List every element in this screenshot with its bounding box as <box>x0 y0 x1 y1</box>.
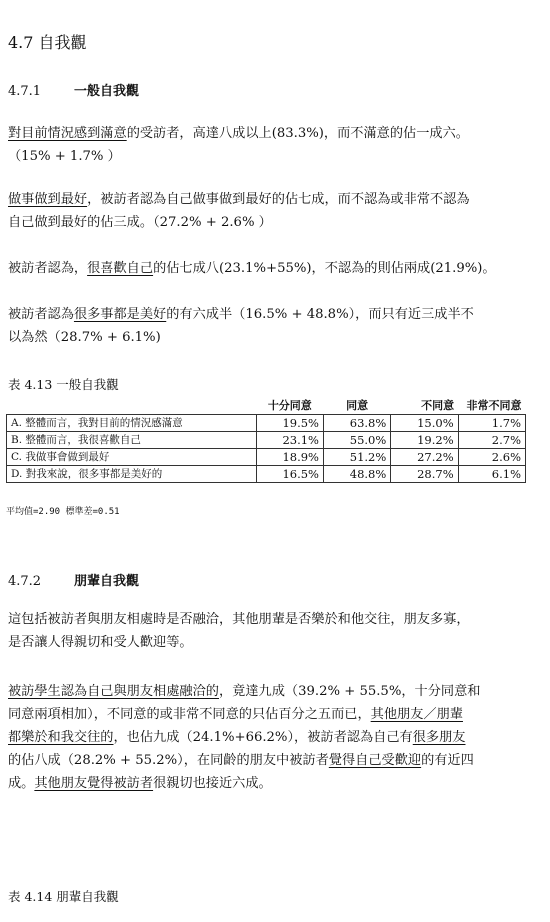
table-row <box>7 466 526 483</box>
row-label: C. 我做事會做到最好 <box>7 449 257 466</box>
cell-value: 55.0% <box>323 432 390 449</box>
section-heading <box>8 30 87 53</box>
paragraph-text: 的佔七成八(23.1%+55%)，不認為的則佔兩成(21.9%)。 <box>153 261 496 276</box>
underlined-phrase: 其他朋友／朋輩 <box>370 707 463 722</box>
subsection-heading-general <box>8 80 139 99</box>
paragraph-text: 的佔八成（28.2% + 55.2%），在同齡的朋友中被訪者 <box>8 753 329 768</box>
cell-value: 23.1% <box>256 432 323 449</box>
cell-value: 63.8% <box>323 415 390 432</box>
paragraph-text: 很親切也接近六成。 <box>153 776 272 791</box>
subsection-number: 4.7.2 <box>8 574 42 589</box>
table-row <box>7 432 526 449</box>
paragraph-text: （15% + 1.7% ） <box>8 149 121 164</box>
cell-value: 16.5% <box>256 466 323 483</box>
underlined-phrase: 對目前情況感到滿意 <box>8 126 127 141</box>
paragraph-text: 這包括被訪者與朋友相處時是否融洽，其他朋輩是否樂於和他交往，朋友多寡， <box>8 612 470 627</box>
row-label: B. 整體而言，我很喜歡自己 <box>7 432 257 449</box>
paragraph-peer-results <box>8 680 543 795</box>
paragraph-text: ，也佔九成（24.1%+66.2%），被訪者認為自己有 <box>113 730 413 745</box>
section-number: 4.7 <box>8 33 34 52</box>
paragraph-text: 被訪者認為， <box>8 261 88 276</box>
table-row <box>7 449 526 466</box>
paragraph-text: ，竟達九成（39.2% + 55.5%，十分同意和 <box>219 684 481 699</box>
paragraph-text: 被訪者認為 <box>8 307 74 322</box>
paragraph-text: 以為然（28.7% + 6.1%) <box>8 330 161 345</box>
table-header-cell: 十分同意 <box>256 398 323 415</box>
row-label: A. 整體而言，我對目前的情況感滿意 <box>7 415 257 432</box>
table-caption-4-14: 表 4.14 朋輩自我觀 <box>8 889 119 904</box>
table-header-cell: 同意 <box>323 398 390 415</box>
table-header-blank <box>7 398 257 415</box>
table-note: 平均值=2.90 標準差=0.51 <box>6 507 120 517</box>
cell-value: 6.1% <box>458 466 525 483</box>
paragraph-do-best <box>8 188 543 234</box>
cell-value: 1.7% <box>458 415 525 432</box>
table-header-row <box>7 398 526 415</box>
table-header-cell: 非常不同意 <box>458 398 525 415</box>
cell-value: 19.5% <box>256 415 323 432</box>
cell-value: 27.2% <box>391 449 458 466</box>
subsection-title: 一般自我觀 <box>74 84 140 99</box>
table-row <box>7 415 526 432</box>
cell-value: 15.0% <box>391 415 458 432</box>
paragraph-peer-intro <box>8 608 543 654</box>
cell-value: 48.8% <box>323 466 390 483</box>
table-general-self-concept <box>6 398 526 483</box>
underlined-phrase: 很多事都是美好 <box>73 307 167 322</box>
paragraph-satisfaction <box>8 122 543 168</box>
paragraph-like-self <box>8 257 543 280</box>
paragraph-text: ，被訪者認為自己做事做到最好的佔七成，而不認為或非常不認為 <box>87 192 470 207</box>
underlined-phrase: 做事做到最好 <box>8 192 88 207</box>
paragraph-text: 的有六成半（16.5% + 48.8%），而只有近三成半不 <box>166 307 474 322</box>
subsection-number: 4.7.1 <box>8 84 42 99</box>
underlined-phrase: 很多朋友 <box>412 730 466 745</box>
cell-value: 18.9% <box>256 449 323 466</box>
row-label: D. 對我來說，很多事都是美好的 <box>7 466 257 483</box>
paragraph-text: 的受訪者，高達八成以上(83.3%)，而不滿意的佔一成六。 <box>126 126 469 141</box>
cell-value: 2.6% <box>458 449 525 466</box>
subsection-heading-peer <box>8 570 139 589</box>
paragraph-text: 是否讓人得親切和受人歡迎等。 <box>8 635 193 650</box>
underlined-phrase: 被訪學生認為自己與朋友相處融洽的 <box>8 684 219 699</box>
paragraph-beautiful <box>8 303 543 349</box>
underlined-phrase: 都樂於和我交往的 <box>8 730 114 745</box>
underlined-phrase: 覺得自己受歡迎 <box>328 753 422 768</box>
section-title: 自我觀 <box>38 33 87 52</box>
cell-value: 2.7% <box>458 432 525 449</box>
table-caption-4-13: 表 4.13 一般自我觀 <box>8 377 119 392</box>
paragraph-text: 同意兩項相加），不同意的或非常不同意的只佔百分之五而已， <box>8 707 371 722</box>
cell-value: 28.7% <box>391 466 458 483</box>
table-header-cell: 不同意 <box>391 398 458 415</box>
paragraph-text: 自己做到最好的佔三成。（27.2% + 2.6% ） <box>8 215 272 230</box>
paragraph-text: 成。 <box>8 776 35 791</box>
underlined-phrase: 很喜歡自己 <box>87 261 154 276</box>
cell-value: 19.2% <box>391 432 458 449</box>
paragraph-text: 的有近四 <box>421 753 474 768</box>
subsection-title: 朋輩自我觀 <box>74 574 140 589</box>
cell-value: 51.2% <box>323 449 390 466</box>
underlined-phrase: 其他朋友覺得被訪者 <box>34 776 154 791</box>
